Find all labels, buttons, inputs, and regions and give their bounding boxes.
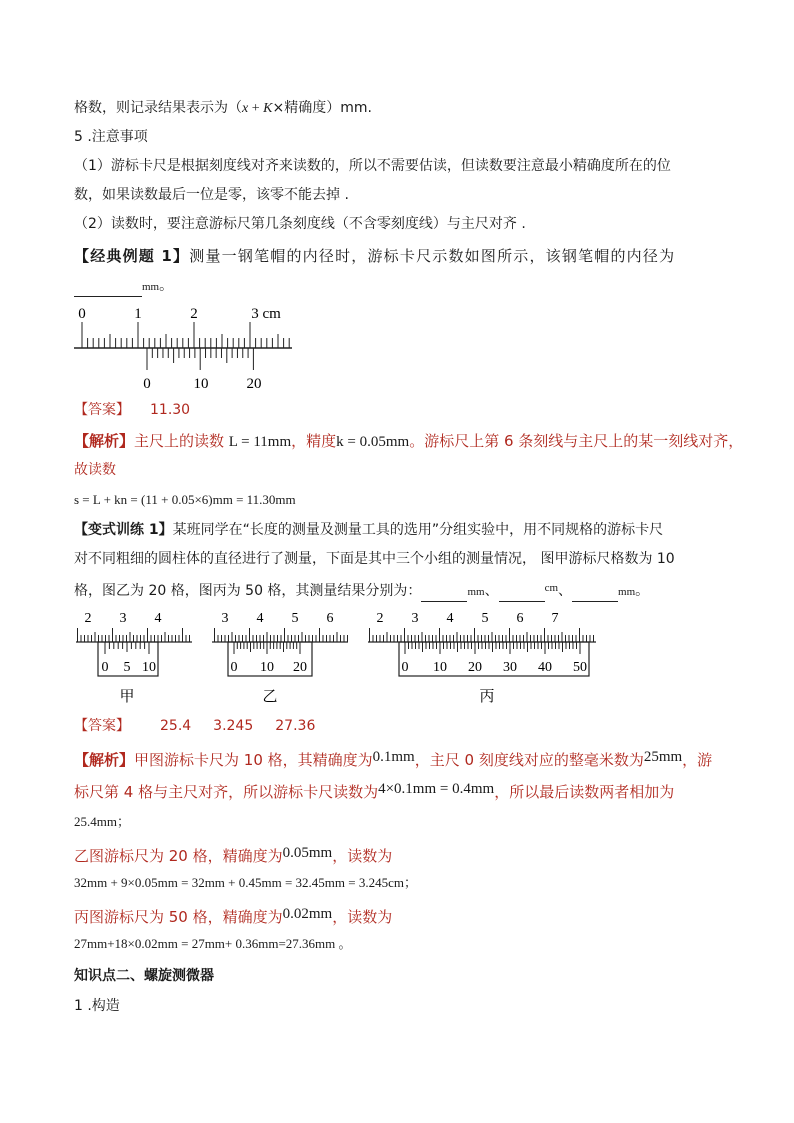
bing-main-label-4: 6 — [516, 611, 524, 626]
answer-value: 11.30 — [150, 402, 191, 418]
bing-caption: 丙 — [479, 687, 495, 705]
training1-line3: 格，图乙为 20 格，图丙为 50 格，其测量结果分别为： mm、 $^{cm}$、 mm。 — [74, 578, 649, 602]
ex1-main-label-1: 1 — [134, 306, 142, 322]
training1-analysis-line2: 标尺第 4 格与主尺对齐，所以游标卡尺读数为4×0.1mm = 0.4mm，所以最后读数两者相加为 — [74, 781, 675, 801]
ex1-vernier-label-0: 0 — [143, 376, 151, 392]
bing-vernier-label-3: 30 — [503, 660, 517, 675]
answer-2: 3.245 — [213, 718, 254, 734]
answer-tag: 【答案】 — [74, 402, 130, 418]
bing-vernier-label-1: 10 — [433, 660, 447, 675]
answer-1: 25.4 — [160, 718, 192, 734]
ex1-main-label-0: 0 — [78, 306, 86, 322]
example1-blank-line: mm。 — [74, 276, 173, 297]
bing-main-label-0: 2 — [376, 611, 384, 626]
bing-vernier-box — [399, 642, 589, 676]
section2-heading: 知识点二、螺旋测微器 — [74, 968, 214, 984]
training1-analysis-line1: 【解析】甲图游标卡尺为 10 格，其精确度为0.1mm，主尺 0 刻度线对应的整毫米数为25mm，游 — [74, 749, 713, 769]
bing-formula: 27mm+18×0.02mm = 27mm+ 0.36mm=27.36mm 。 — [74, 936, 352, 951]
training1-answer: 【答案】 25.4 3.245 27.36 — [74, 718, 316, 734]
ex1-main-label-3: 3 cm — [251, 306, 281, 322]
yi-vernier-label-1: 10 — [260, 660, 274, 675]
section2-sub: 1 .构造 — [74, 998, 120, 1014]
jia-vernier-label-1: 5 — [123, 660, 131, 675]
answer-blank — [74, 282, 142, 297]
notes-item1-line2: 数，如果读数最后一位是零，该零不能去掉 . — [74, 187, 349, 203]
jia-main-label-0: 2 — [84, 611, 92, 626]
yi-main-label-3: 6 — [326, 611, 334, 626]
bing-main-label-2: 4 — [446, 611, 454, 626]
yi-analysis: 乙图游标尺为 20 格，精确度为0.05mm，读数为 — [74, 845, 393, 865]
intro-line: 格数，则记录结果表示为（x + K×精确度）mm. — [74, 100, 372, 116]
notes-heading: 5 .注意事项 — [74, 129, 148, 145]
example1-question: 【经典例题 1】测量一钢笔帽的内径时，游标卡尺示数如图所示，该钢笔帽的内径为 — [74, 247, 676, 265]
yi-vernier-label-0: 0 — [230, 660, 238, 675]
notes-item2: （2）读数时，要注意游标尺第几条刻度线（不含零刻度线）与主尺对齐 . — [74, 216, 526, 232]
example1-analysis-line2: 故读数 — [74, 462, 116, 478]
answer-3: 27.36 — [275, 718, 316, 734]
training1-tag: 【变式训练 1】 — [74, 522, 173, 538]
example1-answer — [74, 400, 190, 420]
calipers-figure — [72, 604, 602, 708]
jia-vernier-label-0: 0 — [101, 660, 109, 675]
training1-analysis-line3: 25.4mm； — [74, 814, 130, 829]
jia-main-label-2: 4 — [154, 611, 162, 626]
bing-vernier-label-2: 20 — [468, 660, 482, 675]
ex1-vernier-label-1: 10 — [193, 376, 209, 392]
training1-line1: 【变式训练 1】某班同学在“长度的测量及测量工具的选用”分组实验中，用不同规格的游标卡尺 — [74, 522, 664, 538]
bing-main-label-5: 7 — [551, 611, 559, 626]
yi-vernier-label-2: 20 — [293, 660, 307, 675]
bing-main-label-3: 5 — [481, 611, 489, 626]
yi-main-label-1: 4 — [256, 611, 264, 626]
bing-main-label-1: 3 — [411, 611, 419, 626]
jia-main-label-1: 3 — [119, 611, 127, 626]
bing-vernier-label-0: 0 — [401, 660, 409, 675]
jia-vernier-label-2: 10 — [142, 660, 156, 675]
yi-main-label-0: 3 — [221, 611, 229, 626]
jia-caption: 甲 — [119, 687, 135, 705]
ex1-vernier-label-2: 20 — [246, 376, 262, 392]
bing-analysis: 丙图游标尺为 50 格，精确度为0.02mm，读数为 — [74, 906, 393, 926]
yi-main-label-2: 5 — [291, 611, 299, 626]
training1-line2: 对不同粗细的圆柱体的直径进行了测量，下面是其中三个小组的测量情况， 图甲游标尺格数为 10 — [74, 551, 675, 567]
example1-caliper-figure — [70, 300, 300, 392]
example1-tag: 【经典例题 1】 — [74, 247, 190, 265]
notes-item1-line1: （1）游标卡尺是根据刻度线对齐来读数的，所以不需要估读，但读数要注意最小精确度所在的位 — [74, 158, 671, 174]
bing-vernier-label-4: 40 — [538, 660, 552, 675]
example1-formula: s = L + kn = (11 + 0.05×6)mm = 11.30mm — [74, 492, 296, 507]
yi-caption: 乙 — [262, 687, 278, 705]
bing-vernier-label-5: 50 — [573, 660, 587, 675]
yi-formula: 32mm + 9×0.05mm = 32mm + 0.45mm = 32.45mm = 3.245cm； — [74, 875, 417, 890]
example1-analysis-line1: 【解析】主尺上的读数 L = 11mm，精度k = 0.05mm。游标尺上第 6 条刻线与主尺上的某一刻线对齐， — [74, 432, 744, 450]
ex1-main-label-2: 2 — [190, 306, 198, 322]
